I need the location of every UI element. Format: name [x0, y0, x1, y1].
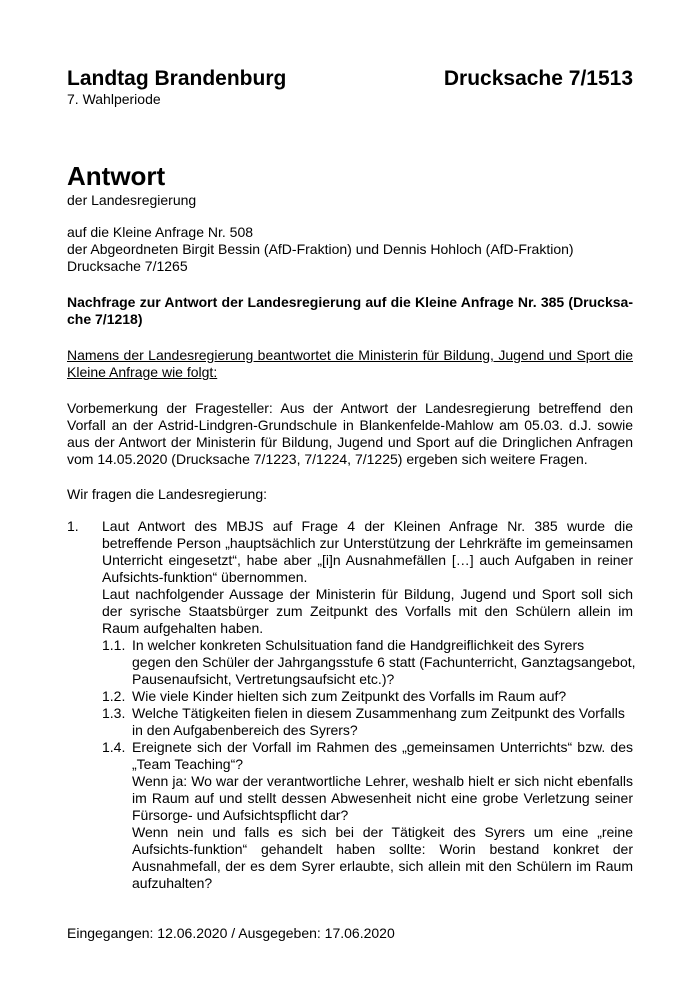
inquiry-authors: der Abgeordneten Birgit Bessin (AfD-Fraktion) und Dennis Hohloch (AfD-Fraktion) [67, 241, 574, 257]
parliament-name: Landtag Brandenburg [67, 67, 287, 90]
legislative-period: 7. Wahlperiode [67, 91, 161, 107]
we-ask-line: Wir fragen die Landesregierung: [67, 486, 268, 502]
inquiry-drucksache: Drucksache 7/1265 [67, 258, 188, 274]
receipt-dates: Eingegangen: 12.06.2020 / Ausgegeben: 17.06.2020 [67, 925, 395, 941]
subquestion-number: 1.3. [102, 705, 126, 721]
document-subtitle: der Landesregierung [67, 192, 197, 208]
subquestion-text: Wie viele Kinder hielten sich zum Zeitpunkt des Vorfalls im Raum auf? [132, 688, 567, 704]
subject-heading: Nachfrage zur Antwort der Landesregierung auf die Kleine Anfrage Nr. 385 (Drucksa-che 7/1218) [67, 294, 633, 327]
subquestion-text: Ereignete sich der Vorfall im Rahmen des „gemeinsamen Unterrichts“ bzw. des „Team Teaching“? [132, 739, 633, 772]
preliminary-remark: Vorbemerkung der Fragesteller: Aus der Antwort der Landesregierung betreffend den Vorfall an der Astrid-Lindgren-Grundschule in Blankenfelde-Mahlow am 05.03. d.J. sowie aus der Antwort der Ministerin für Bildung, Jugend und Sport auf die Dringlichen Anfragen vom 14.05.2020 (Drucksache 7/1223, 7/1224, 7/1225) ergeben sich weitere Fragen. [67, 400, 633, 467]
question-text-continued: Laut nachfolgender Aussage der Ministerin für Bildung, Jugend und Sport soll sich der syrische Staatsbürger zum Zeitpunkt des Vorfalls mit den Schülern allein im Raum aufgehalten haben. [102, 586, 633, 636]
subquestion-text: Welche Tätigkeiten fielen in diesem Zusammenhang zum Zeitpunkt des Vorfalls [132, 705, 625, 721]
subquestion-text: Wenn ja: Wo war der verantwortliche Lehrer, weshalb hielt er sich nicht ebenfalls im Raum auf und stellt dessen Abwesenheit nicht eine grobe Verletzung seiner Fürsorge- und Aufsichtspflicht dar? [132, 773, 633, 823]
question-number: 1. [67, 518, 79, 534]
subquestion-text: In welcher konkreten Schulsituation fand die Handgreiflichkeit des Syrers [132, 637, 585, 653]
subquestion-text: Wenn nein und falls es sich bei der Tätigkeit des Syrers um eine „reine Aufsichts-funktion“ gehandelt haben sollte: Worin bestand konkret der Ausnahmefall, der es dem Syrer erlaubte, sich allein mit den Schülern im Raum aufzuhalten? [132, 824, 633, 891]
question-text: Laut Antwort des MBJS auf Frage 4 der Kleinen Anfrage Nr. 385 wurde die betreffende Person „hauptsächlich zur Unterstützung der Lehrkräfte im gemeinsamen Unterricht eingesetzt“, habe aber „[i]n Ausnahmefällen […] auch Aufgaben in reiner Aufsichts-funktion“ übernommen. [102, 518, 633, 585]
answer-intro: Namens der Landesregierung beantwortet die Ministerin für Bildung, Jugend und Sport die Kleine Anfrage wie folgt: [67, 347, 633, 380]
inquiry-reference: auf die Kleine Anfrage Nr. 508 [67, 224, 254, 240]
subquestion-number: 1.4. [102, 739, 126, 755]
subquestion-text: gegen den Schüler der Jahrgangsstufe 6 statt (Fachunterricht, Ganztagsangebot, [132, 654, 636, 670]
subquestion-text: Pausenaufsicht, Vertretungsaufsicht etc.)? [132, 671, 395, 687]
subquestion-number: 1.1. [102, 637, 126, 653]
subquestion-number: 1.2. [102, 688, 126, 704]
subquestion-text: in den Aufgabenbereich des Syrers? [132, 722, 358, 738]
document-number: Drucksache 7/1513 [443, 67, 633, 90]
document-title: Antwort [67, 161, 166, 191]
